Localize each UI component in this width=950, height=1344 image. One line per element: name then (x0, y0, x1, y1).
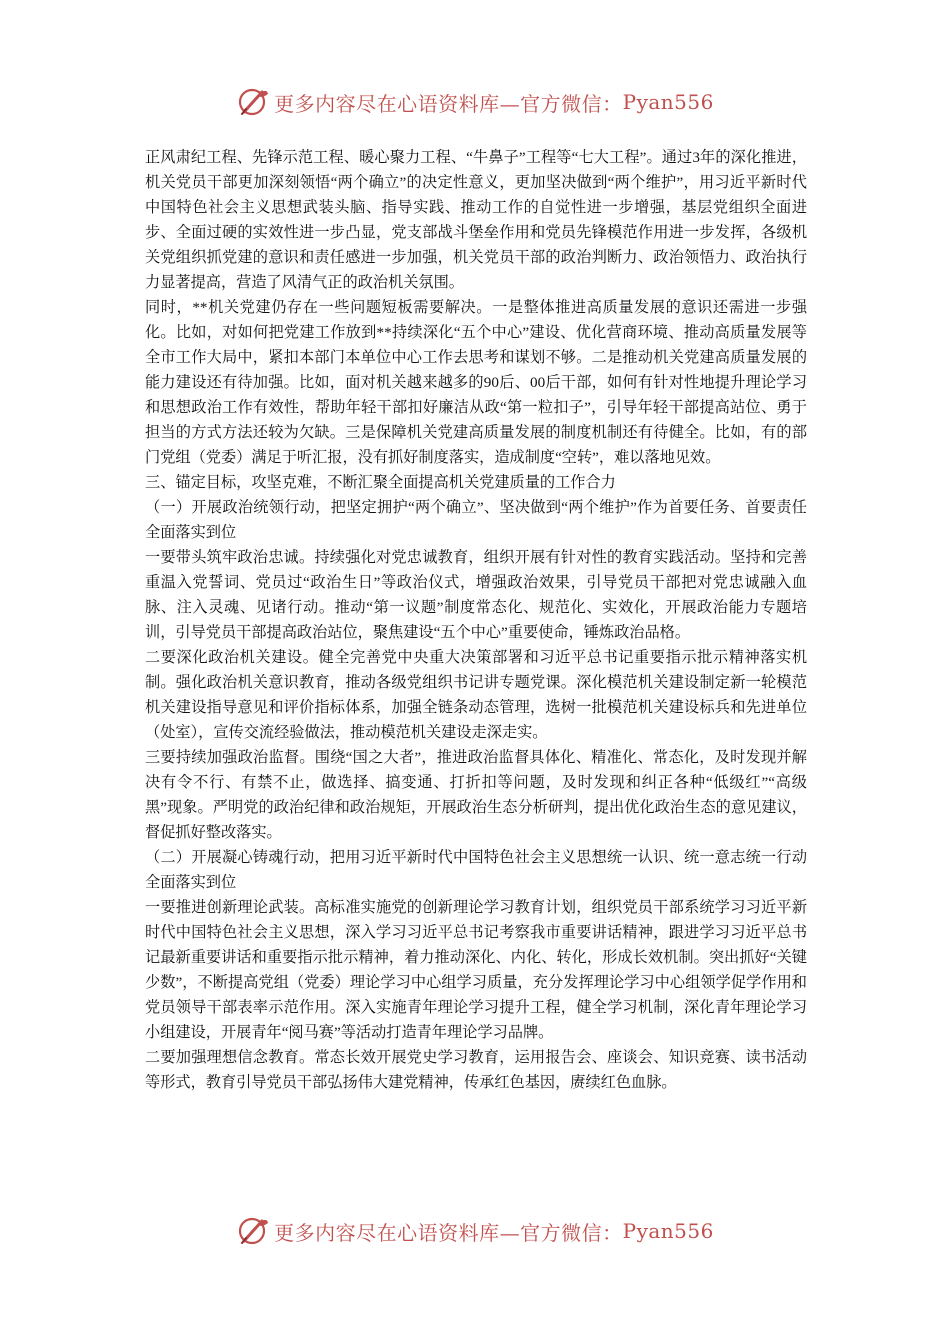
pen-quill-logo-icon (236, 85, 270, 119)
paragraph-political-supervision: 三要持续加强政治监督。围绕“国之大者”，推进政治监督具体化、精准化、常态化，及时发现并解决有令不行、有禁不止，做选择、搞变通、打折扣等问题，及时发现和纠正各种“低级红”“高级黑”现象。严明党的政治纪律和政治规矩，开展政治生态分析研判，提出优化政治生态的意见建议，督促抓好整改落实。 (145, 749, 807, 841)
paragraph-1: 正风肃纪工程、先锋示范工程、暖心聚力工程、“牛鼻子”工程等“七大工程”。通过3年的深化推进，机关党员干部更加深刻领悟“两个确立”的决定性意义，更加坚决做到“两个维护”，用习近平新时代中国特色社会主义思想武装头脑、指导实践、推动工作的自觉性进一步增强，基层党组织全面进步、全面过硬的实效性进一步凸显，党支部战斗堡垒作用和党员先锋模范作用进一步发挥，各级机关党组织抓党建的意识和责任感进一步加强，机关党员干部的政治判断力、政治领悟力、政治执行力显著提高，营造了风清气正的政治机关氛围。 (145, 149, 807, 291)
banner-text: 更多内容尽在心语资料库—官方微信： (274, 1220, 623, 1245)
subsection-heading-2: （二）开展凝心铸魂行动，把用习近平新时代中国特色社会主义思想统一认识、统一意志统一行动全面落实到位 (145, 849, 807, 891)
paragraph-ideals-education: 二要加强理想信念教育。常态长效开展党史学习教育，运用报告会、座谈会、知识竞赛、读书活动等形式，教育引导党员干部弘扬伟大建党精神，传承红色基因，赓续红色血脉。 (145, 1049, 807, 1091)
banner-wechat-id: Pyan556 (622, 1219, 714, 1243)
paragraph-theory-study: 一要推进创新理论武装。高标准实施党的创新理论学习教育计划，组织党员干部系统学习习近平新时代中国特色社会主义思想，深入学习习近平总书记考察我市重要讲话精神，跟进学习习近平总书记最新重要讲话和重要指示批示精神，着力推动深化、内化、转化，形成长效机制。突出抓好“关键少数”，不断提高党组（党委）理论学习中心组学习质量，充分发挥理论学习中心组领学促学作用和党员领导干部表率示范作用。深入实施青年理论学习提升工程，健全学习机制，深化青年理论学习小组建设，开展青年“阅马赛”等活动打造青年理论学习品牌。 (145, 899, 807, 1041)
paragraph-political-loyalty: 一要带头筑牢政治忠诚。持续强化对党忠诚教育，组织开展有针对性的教育实践活动。坚持和完善重温入党誓词、党员过“政治生日”等政治仪式，增强政治效果，引导党员干部把对党忠诚融入血脉、注入灵魂、见诸行动。推动“第一议题”制度常态化、规范化、实效化，开展政治能力专题培训，引导党员干部提高政治站位，聚焦建设“五个中心”重要使命，锤炼政治品格。 (145, 549, 807, 641)
header-banner (0, 82, 950, 122)
paragraph-2: 同时，**机关党建仍存在一些问题短板需要解决。一是整体推进高质量发展的意识还需进一步强化。比如，对如何把党建工作放到**持续深化“五个中心”建设、优化营商环境、推动高质量发展等全市工作大局中，紧扣本部门本单位中心工作去思考和谋划不够。二是推动机关党建高质量发展的能力建设还有待加强。比如，面对机关越来越多的90后、00后干部，如何有针对性地提升理论学习和思想政治工作有效性，帮助年轻干部扣好廉洁从政“第一粒扣子”，引导年轻干部提高站位、勇于担当的方式方法还较为欠缺。三是保障机关党建高质量发展的制度机制还有待健全。比如，有的部门党组（党委）满足于听汇报，没有抓好制度落实，造成制度“空转”，难以落地见效。 (145, 299, 807, 466)
subsection-heading-1: （一）开展政治统领行动，把坚定拥护“两个确立”、坚决做到“两个维护”作为首要任务、首要责任全面落实到位 (145, 499, 807, 541)
banner-text: 更多内容尽在心语资料库—官方微信： (274, 91, 623, 116)
paragraph-political-organ: 二要深化政治机关建设。健全完善党中央重大决策部署和习近平总书记重要指示批示精神落实机制。强化政治机关意识教育，推动各级党组织书记讲专题党课。深化模范机关建设制定新一轮模范机关建设指导意见和评价指标体系，加强全链条动态管理，选树一批模范机关建设标兵和先进单位（处室），宣传交流经验做法，推动模范机关建设走深走实。 (145, 649, 807, 741)
footer-banner (0, 1211, 950, 1251)
document-body (145, 145, 807, 1095)
pen-quill-logo-icon (236, 1214, 270, 1248)
section-heading-3: 三、锚定目标，攻坚克难，不断汇聚全面提高机关党建质量的工作合力 (145, 474, 616, 491)
banner-wechat-id: Pyan556 (622, 90, 714, 114)
